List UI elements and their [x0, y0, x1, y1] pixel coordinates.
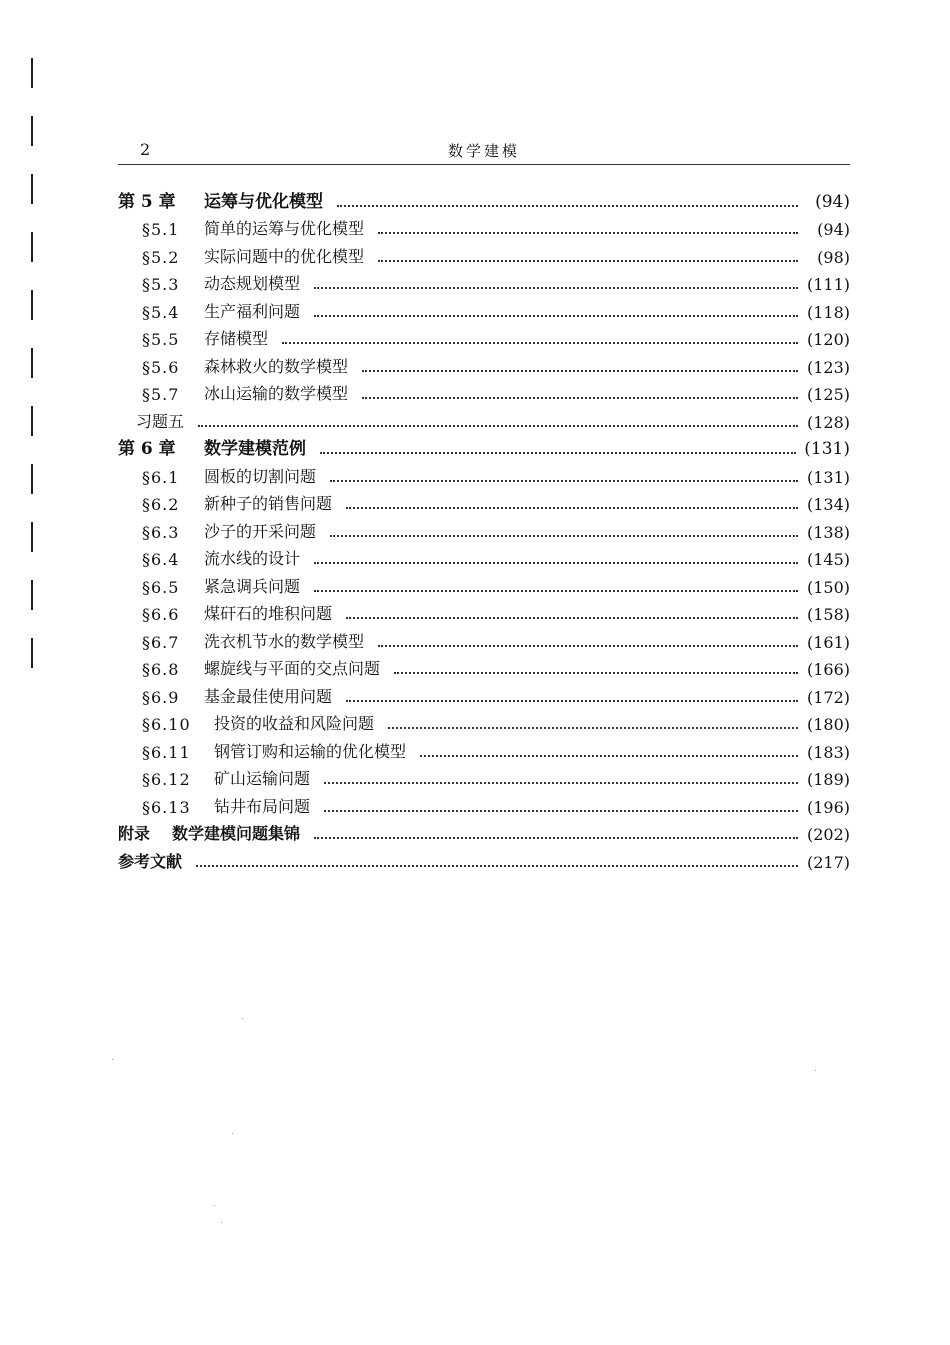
- section-number: §6.12: [142, 770, 191, 789]
- table-of-contents: [118, 184, 850, 872]
- page-ref: (180): [806, 715, 850, 734]
- page-ref: (138): [806, 522, 850, 542]
- section-number: §6.7: [142, 632, 180, 652]
- scan-margin-mark: [31, 232, 33, 262]
- dot-leader: [388, 727, 798, 729]
- section-number: §6.4: [142, 550, 180, 569]
- section-number: §6.10: [142, 715, 191, 734]
- appendix-title: 数学建模问题集锦: [172, 824, 301, 843]
- dot-leader: [320, 452, 796, 454]
- section-number: §6.8: [142, 660, 180, 679]
- page-ref: (161): [806, 632, 850, 652]
- page-header: [118, 138, 850, 165]
- dot-leader: [346, 507, 798, 509]
- section-title: 矿山运输问题: [214, 769, 311, 788]
- page-ref: (128): [806, 412, 850, 432]
- dot-leader: [420, 755, 798, 757]
- toc-section-row[interactable]: [118, 294, 850, 322]
- page-ref: (134): [806, 495, 850, 514]
- page-number: 2: [140, 140, 151, 159]
- toc-section-row[interactable]: [118, 707, 850, 735]
- scan-margin-mark: [31, 348, 33, 378]
- toc-chapter-row[interactable]: [118, 184, 850, 212]
- section-title: 螺旋线与平面的交点问题: [204, 659, 381, 678]
- section-number: §6.1: [142, 467, 180, 487]
- section-number: §6.11: [142, 742, 191, 762]
- page-ref: (94): [815, 191, 850, 212]
- page-ref: (98): [817, 247, 850, 267]
- section-title: 生产福利问题: [204, 301, 301, 321]
- toc-section-row[interactable]: [118, 514, 850, 542]
- page-ref: (166): [806, 660, 850, 679]
- scan-margin-mark: [31, 464, 33, 494]
- toc-section-row[interactable]: [118, 459, 850, 487]
- toc-section-row[interactable]: [118, 487, 850, 515]
- page-ref: (172): [806, 687, 850, 707]
- dot-leader: [282, 342, 798, 344]
- scan-speck: [112, 1059, 113, 1060]
- toc-exercise-row[interactable]: [118, 404, 850, 432]
- scan-margin-mark: [31, 290, 33, 320]
- section-title: 森林救火的数学模型: [204, 356, 349, 376]
- section-title: 紧急调兵问题: [204, 576, 301, 596]
- dot-leader: [314, 562, 798, 564]
- section-title: 流水线的设计: [204, 549, 301, 568]
- toc-section-row[interactable]: [118, 624, 850, 652]
- section-title: 简单的运筹与优化模型: [204, 219, 365, 238]
- page-ref: (145): [806, 550, 850, 569]
- chapter-title: 运筹与优化模型: [204, 191, 323, 212]
- dot-leader: [314, 590, 798, 592]
- section-title: 煤矸石的堆积问题: [204, 604, 333, 623]
- page-ref: (189): [806, 770, 850, 789]
- toc-section-row[interactable]: [118, 789, 850, 817]
- chapter-number: 第 5 章: [118, 191, 176, 212]
- section-title: 钻井布局问题: [214, 796, 311, 816]
- page-ref: (196): [806, 797, 850, 817]
- scan-margin-mark: [31, 174, 33, 204]
- appendix-label: 附录: [118, 824, 151, 843]
- section-title: 动态规划模型: [204, 274, 301, 293]
- dot-leader: [362, 370, 798, 372]
- page-ref: (120): [806, 330, 850, 349]
- section-number: §6.5: [142, 577, 180, 597]
- toc-section-row[interactable]: [118, 597, 850, 625]
- page-ref: (202): [806, 825, 850, 844]
- dot-leader: [337, 205, 798, 207]
- toc-chapter-row[interactable]: [118, 432, 850, 460]
- scan-speck: [232, 1133, 233, 1134]
- page-ref: (125): [806, 385, 850, 404]
- dot-leader: [378, 645, 798, 647]
- scan-speck: [815, 1070, 816, 1071]
- page-ref: (123): [806, 357, 850, 377]
- toc-section-row[interactable]: [118, 212, 850, 240]
- chapter-title: 数学建模范例: [204, 439, 306, 459]
- section-number: §5.2: [142, 247, 180, 267]
- section-number: §5.6: [142, 357, 180, 377]
- scan-margin-mark: [31, 406, 33, 436]
- section-number: §6.13: [142, 797, 191, 817]
- toc-section-row[interactable]: [118, 267, 850, 295]
- dot-leader: [330, 480, 798, 482]
- toc-section-row[interactable]: [118, 679, 850, 707]
- toc-section-row[interactable]: [118, 239, 850, 267]
- dot-leader: [394, 672, 798, 674]
- dot-leader: [324, 810, 798, 812]
- toc-section-row[interactable]: [118, 652, 850, 680]
- dot-leader: [330, 535, 798, 537]
- section-title: 实际问题中的优化模型: [204, 246, 365, 266]
- exercise-title: 习题五: [136, 411, 185, 431]
- scan-margin-mark: [31, 58, 33, 88]
- section-number: §5.3: [142, 275, 180, 294]
- toc-section-row[interactable]: [118, 734, 850, 762]
- scan-speck: [221, 1222, 222, 1223]
- toc-section-row[interactable]: [118, 542, 850, 570]
- chapter-number: 第 6 章: [118, 439, 176, 459]
- page-ref: (217): [806, 852, 850, 872]
- toc-section-row[interactable]: [118, 569, 850, 597]
- page-ref: (183): [806, 742, 850, 762]
- dot-leader: [314, 837, 798, 839]
- section-title: 基金最佳使用问题: [204, 686, 333, 706]
- section-title: 投资的收益和风险问题: [214, 714, 375, 733]
- section-number: §5.5: [142, 330, 180, 349]
- page-ref: (111): [806, 275, 850, 294]
- toc-references-row[interactable]: [118, 844, 850, 872]
- dot-leader: [324, 782, 798, 784]
- toc-section-row[interactable]: [118, 762, 850, 790]
- scan-margin-mark: [31, 580, 33, 610]
- scan-margin-mark: [31, 638, 33, 668]
- dot-leader: [314, 287, 798, 289]
- section-title: 存储模型: [204, 329, 269, 348]
- section-number: §5.4: [142, 302, 180, 322]
- section-title: 洗衣机节水的数学模型: [204, 631, 365, 651]
- page-ref: (118): [806, 302, 850, 322]
- dot-leader: [362, 397, 798, 399]
- scan-speck: [214, 1205, 215, 1206]
- scan-margin-mark: [31, 522, 33, 552]
- toc-appendix-row[interactable]: [118, 817, 850, 845]
- section-title: 钢管订购和运输的优化模型: [214, 741, 407, 761]
- references-title: 参考文献: [118, 851, 183, 871]
- dot-leader: [196, 865, 798, 867]
- section-title: 圆板的切割问题: [204, 466, 317, 486]
- page-ref: (158): [806, 605, 850, 624]
- dot-leader: [314, 315, 798, 317]
- toc-section-row[interactable]: [118, 322, 850, 350]
- section-number: §6.6: [142, 605, 180, 624]
- page-ref: (94): [817, 220, 850, 239]
- scan-margin-mark: [31, 116, 33, 146]
- toc-section-row[interactable]: [118, 377, 850, 405]
- dot-leader: [198, 425, 798, 427]
- section-number: §6.9: [142, 687, 180, 707]
- section-number: §5.1: [142, 220, 180, 239]
- page-ref: (150): [806, 577, 850, 597]
- dot-leader: [378, 232, 798, 234]
- dot-leader: [378, 260, 798, 262]
- toc-section-row[interactable]: [118, 349, 850, 377]
- page-ref: (131): [806, 467, 850, 487]
- section-title: 冰山运输的数学模型: [204, 384, 349, 403]
- dot-leader: [346, 617, 798, 619]
- section-number: §6.2: [142, 495, 180, 514]
- running-title: 数学建模: [447, 142, 520, 160]
- section-number: §5.7: [142, 385, 180, 404]
- scan-speck: [242, 1018, 243, 1019]
- section-title: 新种子的销售问题: [204, 494, 333, 513]
- section-number: §6.3: [142, 522, 180, 542]
- dot-leader: [346, 700, 798, 702]
- section-title: 沙子的开采问题: [204, 521, 317, 541]
- page-ref: (131): [804, 439, 850, 459]
